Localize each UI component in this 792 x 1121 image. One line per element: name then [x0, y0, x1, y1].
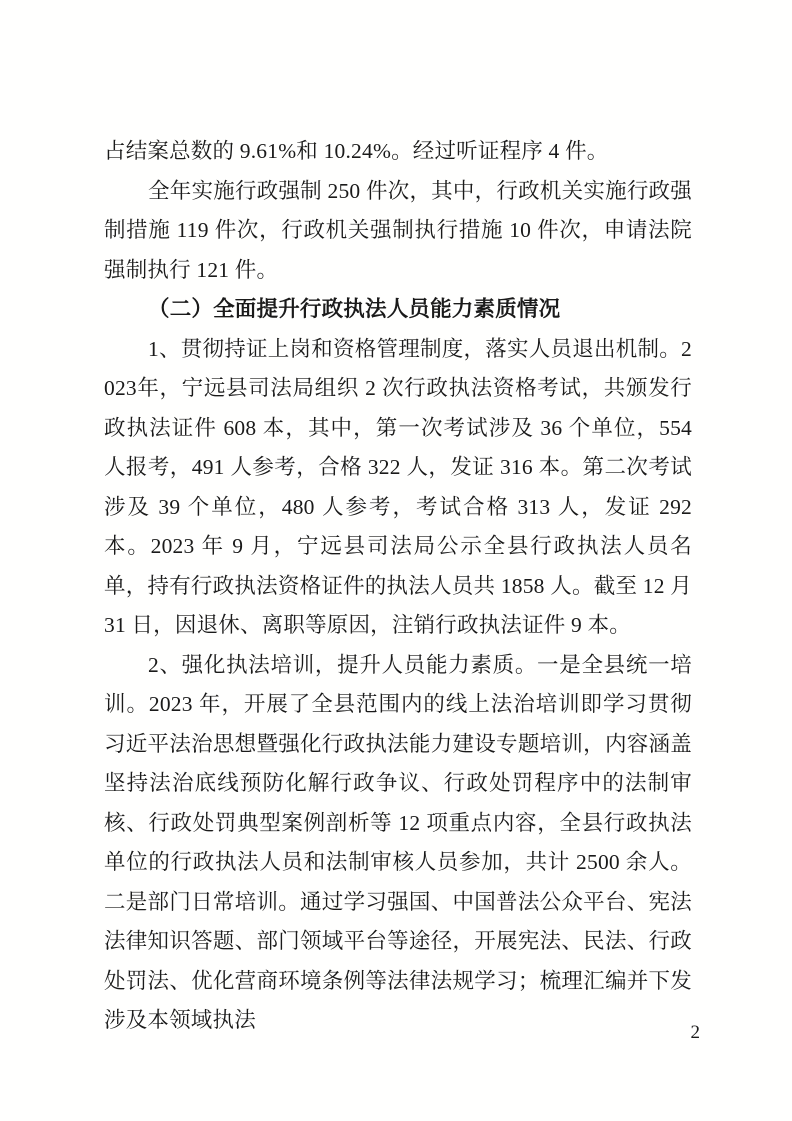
paragraph-administrative-enforcement: 全年实施行政强制 250 件次，其中，行政机关实施行政强制措施 119 件次，行政机关强制执行措施 10 件次，申请法院强制执行 121 件。	[104, 178, 692, 282]
paragraph-item-2: 2、强化执法培训，提升人员能力素质。一是全县统一培训。2023 年，开展了全县范围内的线上法治培训即学习贯彻习近平法治思想暨强化行政执法能力建设专题培训，内容涵盖坚持法治底线预防化解行政争议、行政处罚程序中的法制审核、行政处罚典型案例剖析等 12 项重点内容，全县行政执法单位的行政执法人员和法制审核人员参加，共计 2500 余人。二是部门日常培训。通过学习强国、中国普法公众平台、宪法法律知识答题、部门领域平台等途径，开展宪法、民法、行政处罚法、优化营商环境条例等法律法规学习；梳理汇编并下发涉及本领域执法	[104, 652, 692, 1032]
document-body	[104, 132, 698, 1041]
paragraph-continuation: 占结案总数的 9.61%和 10.24%。经过听证程序 4 件。	[104, 139, 609, 163]
paragraph-item-1: 1、贯彻持证上岗和资格管理制度，落实人员退出机制。2023年，宁远县司法局组织 2 次行政执法资格考试，共颁发行政执法证件 608 本，其中，第一次考试涉及 36 个单位，554 人报考，491 人参考，合格 322 人，发证 316 本。第二次考试涉及 39 个单位，480 人参考，考试合格 313 人，发证 292 本。2023 年 9 月，宁远县司法局公示全县行政执法人员名单，持有行政执法资格证件的执法人员共 1858 人。截至 12 月 31 日，因退休、离职等原因，注销行政执法证件 9 本。	[104, 336, 698, 637]
section-heading-two: （二）全面提升行政执法人员能力素质情况	[148, 297, 561, 321]
page-number: 2	[690, 1022, 700, 1043]
